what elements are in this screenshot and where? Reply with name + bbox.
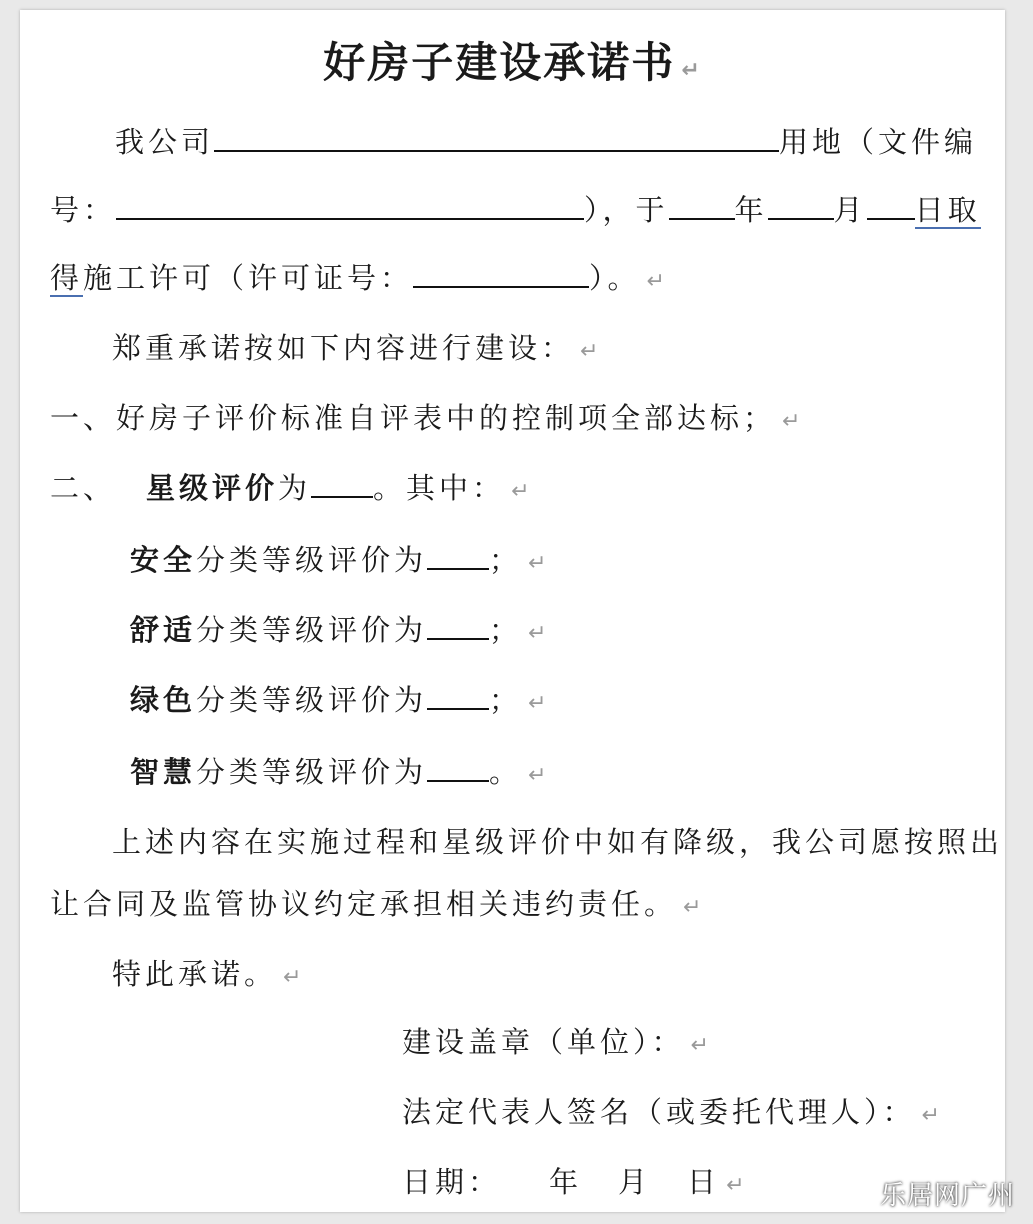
rating-item-safety: 安全分类等级评价为 ； ↵ [130, 540, 550, 584]
paragraph-mark-icon: ↵ [921, 1103, 944, 1128]
paragraph-mark-icon: ↵ [528, 691, 551, 716]
paragraph-mark-icon: ↵ [683, 895, 706, 920]
year-blank[interactable] [669, 190, 735, 220]
signature-date-line: 日期： 年 月 日 ↵ [402, 1165, 749, 1199]
signature-representative-line: 法定代表人签名（或委托代理人）： ↵ [402, 1095, 944, 1129]
safety-rating-blank[interactable] [427, 540, 489, 570]
paragraph-mark-icon: ↵ [646, 269, 669, 294]
company-name-blank[interactable] [214, 122, 779, 152]
file-number-blank[interactable] [116, 190, 584, 220]
paragraph-mark-icon: ↵ [283, 965, 306, 990]
paragraph-mark-icon: ↵ [690, 1033, 713, 1058]
document-page [20, 10, 1005, 1212]
rating-item-smart: 智慧分类等级评价为 。 ↵ [130, 752, 550, 796]
paragraph-mark-icon: ↵ [528, 551, 551, 576]
paragraph-line-2: 号： ），于 年 月 日取 [50, 190, 981, 230]
document-title: 好房子建设承诺书 ↵ [323, 38, 702, 87]
permit-number-blank[interactable] [413, 258, 589, 288]
commitment-intro: 郑重承诺按如下内容进行建设： ↵ [112, 331, 603, 365]
liability-paragraph-line-2: 让合同及监管协议约定承担相关违约责任。 ↵ [50, 887, 706, 921]
smart-rating-blank[interactable] [427, 752, 489, 782]
commitment-item-2: 二、 星级评价为 。其中： ↵ [50, 468, 534, 512]
comfort-rating-blank[interactable] [427, 610, 489, 640]
watermark: 乐居网广州 [879, 1181, 1015, 1211]
rating-item-green: 绿色分类等级评价为 ； ↵ [130, 680, 550, 724]
paragraph-mark-icon: ↵ [726, 1173, 749, 1198]
commitment-item-1: 一、好房子评价标准自评表中的控制项全部达标； ↵ [50, 401, 805, 435]
paragraph-mark-icon: ↵ [782, 409, 805, 434]
paragraph-mark-icon: ↵ [511, 479, 534, 504]
paragraph-mark-icon: ↵ [528, 621, 551, 646]
rating-item-comfort: 舒适分类等级评价为 ； ↵ [130, 610, 550, 654]
paragraph-mark-icon: ↵ [580, 339, 603, 364]
closing-statement: 特此承诺。 ↵ [112, 957, 306, 991]
paragraph-mark-icon: ↵ [681, 58, 702, 83]
star-rating-blank[interactable] [311, 468, 373, 498]
signature-seal-line: 建设盖章（单位）： ↵ [402, 1025, 713, 1059]
month-blank[interactable] [768, 190, 834, 220]
paragraph-line-3: 得施工许可（许可证号： ）。 ↵ [50, 258, 669, 302]
green-rating-blank[interactable] [427, 680, 489, 710]
paragraph-line-1: 我公司 用地（文件编 [115, 122, 977, 162]
paragraph-mark-icon: ↵ [528, 763, 551, 788]
day-blank[interactable] [867, 190, 915, 220]
liability-paragraph-line-1: 上述内容在实施过程和星级评价中如有降级，我公司愿按照出 [112, 825, 1004, 859]
